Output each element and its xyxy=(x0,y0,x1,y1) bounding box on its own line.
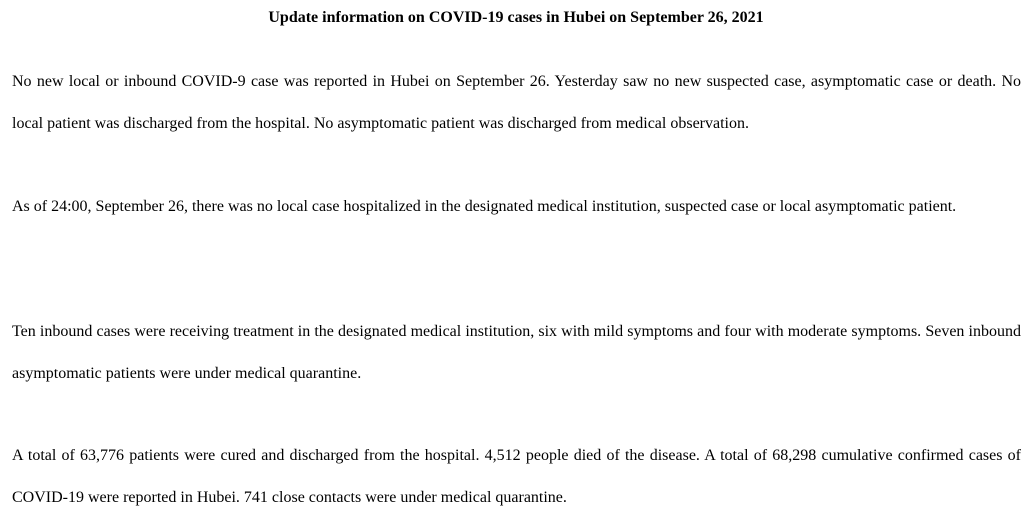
paragraph-inbound-treatment: Ten inbound cases were receiving treatment in the designated medical institution, six with mild symptoms and four with moderate symptoms. Seven inbound asymptomatic patients were under medical quarantine. xyxy=(12,323,1021,382)
paragraph-cumulative-totals: A total of 63,776 patients were cured and discharged from the hospital. 4,512 people died of the disease. A total of 68,298 cumulative confirmed cases of COVID-19 were reported in Hubei. 741 close contacts were under medical quarantine. xyxy=(12,447,1021,506)
document-title: Update information on COVID-19 cases in Hubei on September 26, 2021 xyxy=(268,9,764,26)
paragraph-hospitalized: As of 24:00, September 26, there was no local case hospitalized in the designated medical institution, suspected case or local asymptomatic patient. xyxy=(12,198,957,215)
paragraph-new-cases: No new local or inbound COVID-9 case was reported in Hubei on September 26. Yesterday saw no new suspected case, asymptomatic case or death. No local patient was discharged from the hospital. No asymptomatic patient was discharged from medical observation. xyxy=(12,73,1021,132)
